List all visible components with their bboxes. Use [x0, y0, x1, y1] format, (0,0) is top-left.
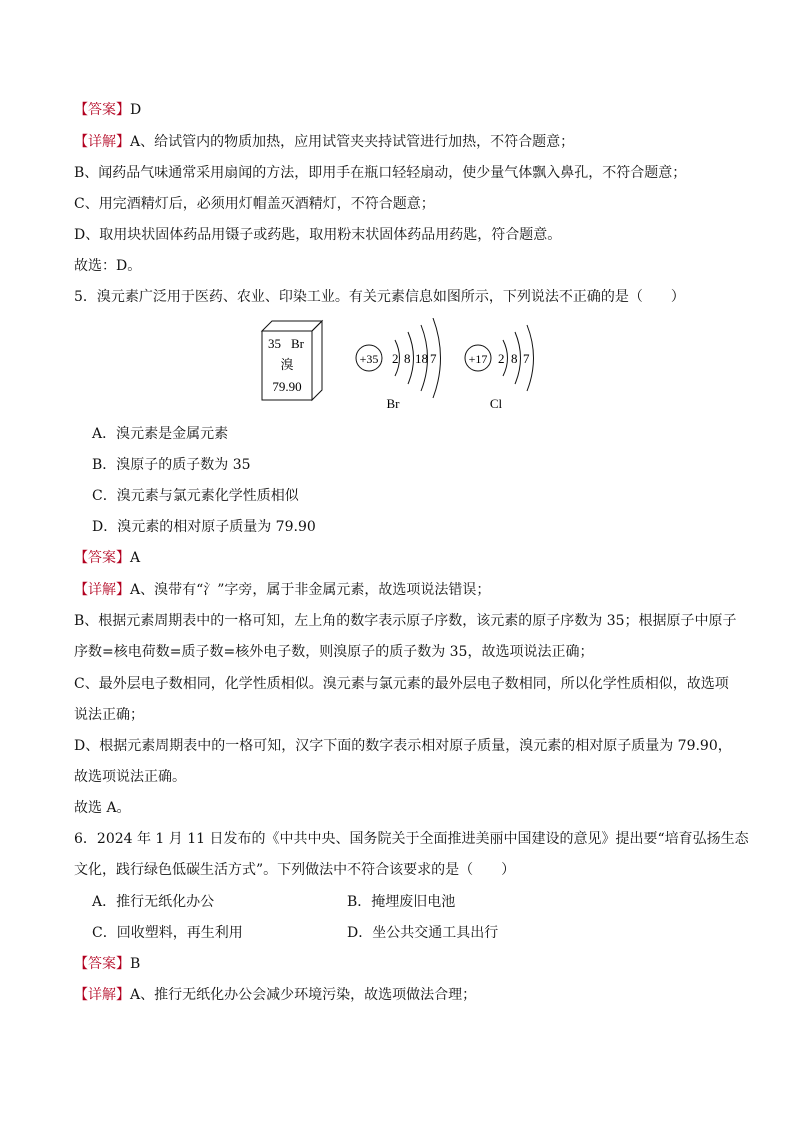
q5-answer — [74, 548, 140, 568]
explain-tag: 【详解】 — [74, 582, 130, 598]
br-atom-diagram — [356, 318, 441, 411]
q5-stem: 5．溴元素广泛用于医药、农业、印染工业。有关元素信息如图所示，下列说法不正确的是（ ） — [74, 289, 685, 305]
q4-answer — [74, 100, 141, 120]
br-shell-3: 18 — [415, 351, 428, 366]
cell-symbol: Br — [291, 336, 304, 351]
q6-option-b: B．掩埋废旧电池 — [347, 894, 456, 910]
q5-explain-line-3: 序数=核电荷数=质子数=核外电子数，则溴原子的质子数为 35，故选项说法正确； — [74, 644, 594, 660]
cell-mass: 79.90 — [272, 379, 302, 394]
q6-option-a: A．推行无纸化办公 — [92, 894, 215, 910]
q5-explain-line-2: B、根据元素周期表中的一格可知，左上角的数字表示原子序数，该元素的原子序数为 35；根据原子中原子 — [74, 613, 737, 629]
explain-tag: 【详解】 — [74, 987, 130, 1003]
q5-explain-line-1: 【详解】A、溴带有“氵”字旁，属于非金属元素，故选项说法错误； — [74, 582, 491, 598]
q5-conclusion: 故选 A。 — [74, 800, 131, 816]
q6-answer — [74, 954, 140, 974]
cl-nucleus: +17 — [468, 352, 488, 366]
q6-stem-line-1: 6．2024 年 1 月 11 日发布的《中共中央、国务院关于全面推进美丽中国建设的意见》提出要“培育弘扬生态 — [74, 831, 749, 847]
br-shell-4: 7 — [430, 351, 437, 366]
br-shell-2: 8 — [404, 351, 411, 366]
answer-tag: 【答案】 — [74, 102, 130, 118]
cl-label: Cl — [489, 396, 503, 411]
q5-explain-line-7: 故选项说法正确。 — [74, 769, 186, 785]
q6-stem-line-2: 文化，践行绿色低碳生活方式”。下列做法中不符合该要求的是（ ） — [74, 862, 516, 878]
q4-explain-line-4: D、取用块状固体药品用镊子或药匙，取用粉末状固体药品用药匙，符合题意。 — [74, 227, 562, 243]
q4-explain-line-1: 【详解】A、给试管内的物质加热，应用试管夹夹持试管进行加热，不符合题意； — [74, 134, 575, 150]
q6-option-d: D．坐公共交通工具出行 — [347, 925, 499, 941]
q4-conclusion: 故选：D。 — [74, 258, 142, 274]
br-label: Br — [386, 396, 400, 411]
explain-tag: 【详解】 — [74, 134, 130, 150]
q4-explain-line-3: C、用完酒精灯后，必须用灯帽盖灭酒精灯，不符合题意； — [74, 196, 435, 212]
element-cell — [262, 321, 322, 400]
q5-option-a: A．溴元素是金属元素 — [92, 426, 229, 442]
answer-value: A — [130, 550, 141, 566]
br-shell-1: 2 — [392, 351, 399, 366]
answer-value: B — [130, 956, 141, 972]
q5-option-d: D．溴元素的相对原子质量为 79.90 — [92, 519, 316, 535]
q6-option-c: C．回收塑料，再生利用 — [92, 925, 243, 941]
answer-tag: 【答案】 — [74, 550, 130, 566]
q5-figure — [255, 318, 545, 413]
cl-shell-1: 2 — [498, 351, 505, 366]
br-nucleus: +35 — [359, 352, 379, 366]
cell-number: 35 — [268, 336, 281, 351]
q5-option-b: B．溴原子的质子数为 35 — [92, 457, 251, 473]
cl-shell-3: 7 — [523, 351, 530, 366]
q5-option-c: C．溴元素与氯元素化学性质相似 — [92, 488, 299, 504]
answer-value: D — [130, 102, 142, 118]
cell-name: 溴 — [280, 357, 294, 372]
q4-explain-line-2: B、闻药品气味通常采用扇闻的方法，即用手在瓶口轻轻扇动，使少量气体飘入鼻孔，不符合题意； — [74, 165, 687, 181]
q5-explain-line-5: 说法正确； — [74, 707, 144, 723]
cl-atom-diagram — [465, 325, 534, 411]
cl-shell-2: 8 — [511, 351, 518, 366]
answer-tag: 【答案】 — [74, 956, 130, 972]
q6-explain-line-1: 【详解】A、推行无纸化办公会减少环境污染，故选项做法合理； — [74, 987, 477, 1003]
q5-explain-line-6: D、根据元素周期表中的一格可知，汉字下面的数字表示相对原子质量，溴元素的相对原子质量为 79.90， — [74, 738, 732, 754]
q5-explain-line-4: C、最外层电子数相同，化学性质相似。溴元素与氯元素的最外层电子数相同，所以化学性质相似，故选项 — [74, 676, 729, 692]
